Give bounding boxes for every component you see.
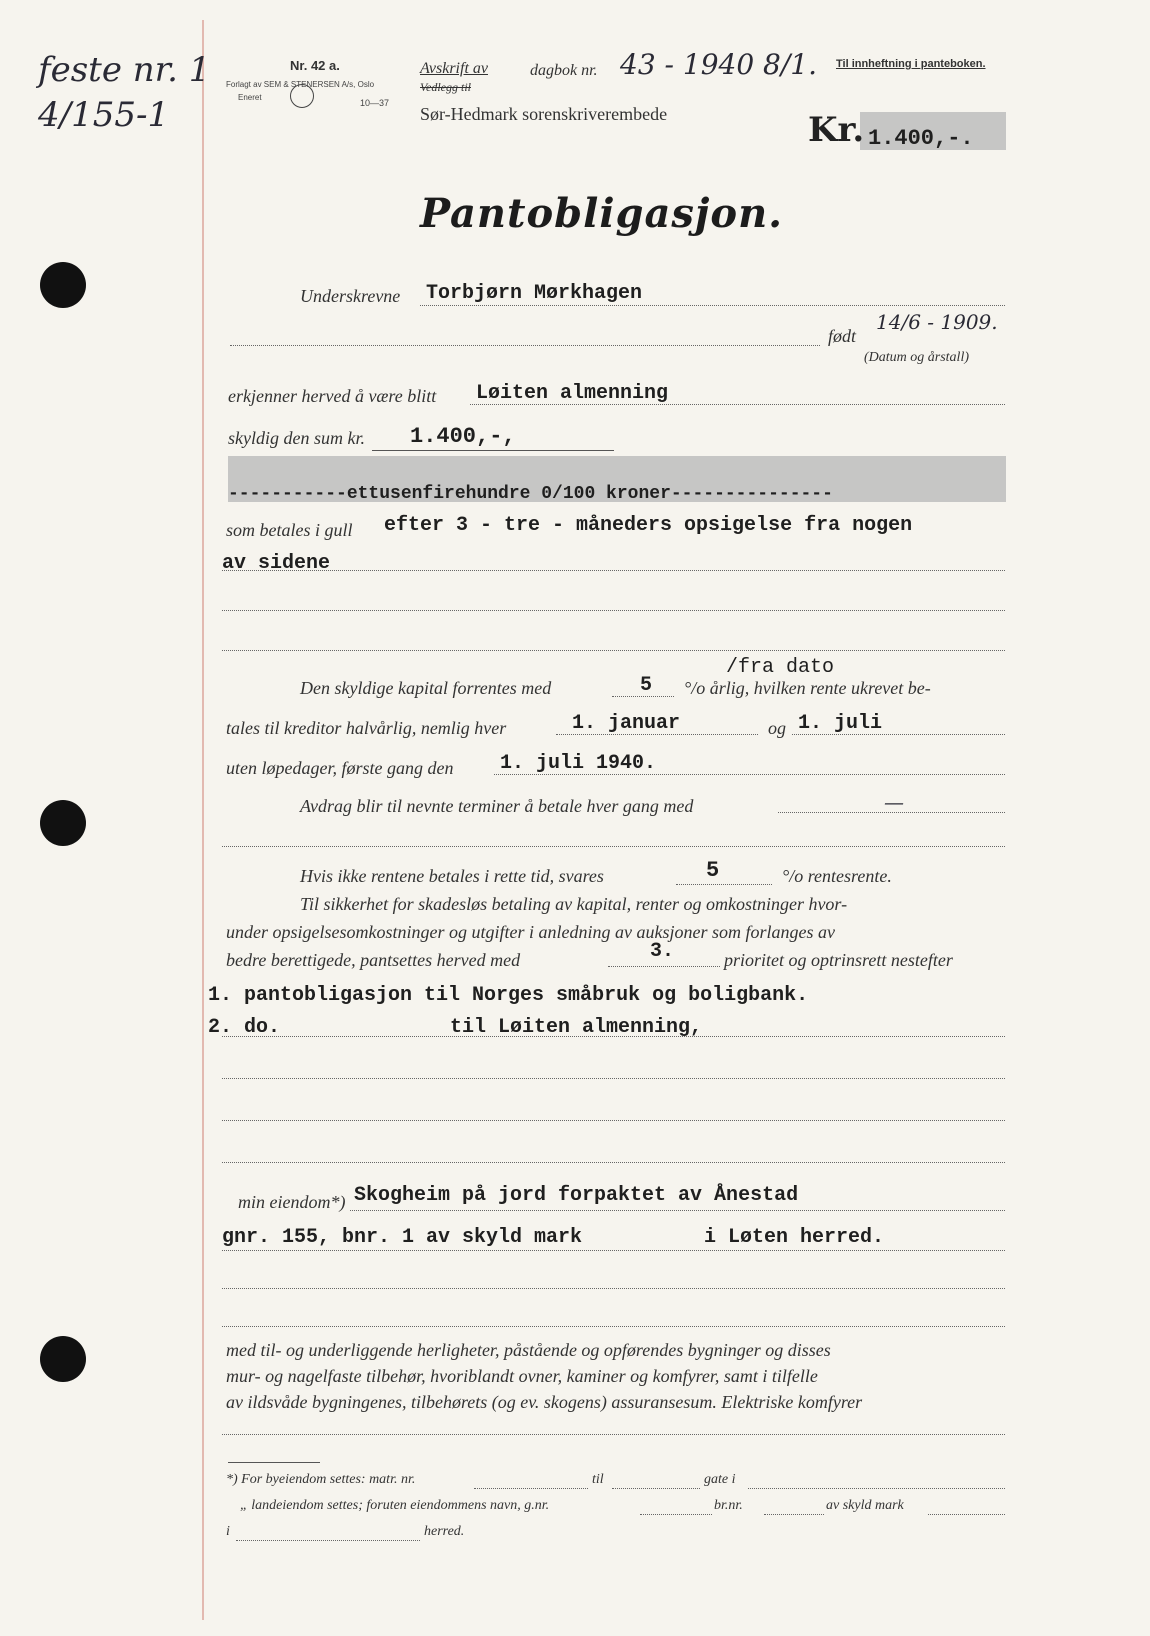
avskrift-label: Avskrift av [420,60,488,77]
undersk-line [420,305,1005,306]
margin-note-1: feste nr. 1 [38,50,211,90]
skyldig-line [372,450,614,451]
footnote-line-4 [640,1514,712,1515]
sikker-line-1: Til sikkerhet for skadesløs betaling av kapital, renter og omkostninger hvor- [300,894,848,914]
hvis-line [676,884,772,885]
footnote-2c: av skyld mark [826,1498,904,1513]
footnote-2a: „ landeiendom settes; foruten eiendommens navn, g.nr. [240,1498,550,1513]
footnote-line-1 [474,1488,588,1489]
prior-line-4 [222,1162,1005,1163]
office-stamp: Sør-Hedmark sorenskriverembede [420,104,668,124]
eiendom-label: min eiendom*) [238,1192,346,1212]
punch-hole-top [40,262,86,308]
eiendom-line-2 [222,1250,1005,1251]
avdrag-line-2 [222,846,1005,847]
dagbok-label: dagbok nr. [530,62,598,79]
kr-label: Kr. [808,110,865,150]
punch-hole-middle [40,800,86,846]
betales-line-2 [222,610,1005,611]
skyldig-label: skyldig den sum kr. [228,428,365,448]
kr-value: 1.400,-. [868,126,974,151]
hvis-label-2: °/o rentesrente. [782,866,892,886]
eiendom-value-1: Skogheim på jord forpaktet av Ånestad [354,1184,799,1207]
rente-line [612,696,674,697]
prior-line-1 [222,1036,1005,1037]
footnote-1a: *) For byeiendom settes: matr. nr. [226,1472,416,1487]
punch-hole-bottom [40,1336,86,1382]
halvaar-value-2: 1. juli [798,712,883,735]
document-title: Pantobligasjon. [420,190,784,237]
datum-note: (Datum og årstall) [864,350,969,365]
avdrag-label: Avdrag blir til nevnte terminer å betale hver gang med [300,796,694,816]
betales-value: efter 3 - tre - måneders opsigelse fra nogen [384,514,913,537]
fodt-value: 14/6 - 1909. [876,310,998,334]
footnote-line-2 [612,1488,700,1489]
eiendom-value-2: gnr. 155, bnr. 1 av skyld mark [222,1226,583,1249]
sikker-line-3a: bedre berettigede, pantsettes herved med [226,950,521,970]
avdrag-value: — [884,790,904,814]
erkjenner-value: Løiten almenning [476,382,669,405]
erkjenner-label: erkjenner herved å være blitt [228,386,437,406]
form-date: 10—37 [360,98,390,108]
lope-value: 1. juli 1940. [500,752,657,775]
hvis-value: 5 [706,858,720,883]
halvaar-line-1 [556,734,758,735]
rente-label-2: °/o årlig, hvilken rente ukrevet be- [684,678,931,698]
prioritet-line [608,966,720,967]
med-line-3: av ildsvåde bygningenes, tilbehørets (og ev. skogens) assuransesum. Elektriske komfyrer [226,1392,863,1412]
footnote-rule [228,1462,320,1463]
eneret-label: Eneret [238,93,262,102]
priority-2-do: 2. do. [208,1016,281,1039]
margin-note-2: 4/155-1 [38,95,170,135]
prioritet-value: 3. [650,940,675,963]
rente-value: 5 [640,674,653,697]
priority-2-text: til Løiten almenning, [450,1016,703,1039]
footnote-line-3 [748,1488,1005,1489]
crossed-word: Vedlegg til [420,80,471,94]
margin-line [202,20,204,1620]
sikker-line-3b: prioritet og optrinsrett nestefter [724,950,953,970]
sum-words: -----------ettusenfirehundre 0/100 kroner--------------- [228,484,833,504]
footnote-line-7 [236,1540,420,1541]
footnote-1c: gate i [704,1472,736,1487]
betales-line-1 [222,570,1005,571]
med-line-1: med til- og underliggende herligheter, påstående og opførendes bygninger og disses [226,1340,831,1360]
sikker-line-2: under opsigelsesomkostninger og utgifter i anledning av auksjoner som forlanges av [226,922,835,942]
footnote-2b: br.nr. [714,1498,743,1513]
halvaar-label: tales til kreditor halvårlig, nemlig hver [226,718,507,738]
footnote-3b: herred. [424,1524,465,1539]
form-number: Nr. 42 a. [290,58,340,73]
lope-line [494,774,1005,775]
prior-line-3 [222,1120,1005,1121]
betales-line-3 [222,650,1005,651]
dagbok-value: 43 - 1940 8/1. [620,48,818,81]
eiendom-value-3: i Løten herred. [704,1226,885,1249]
betales-value-2: av sidene [222,552,331,575]
footnote-line-6 [928,1514,1005,1515]
halvaar-line-2 [792,734,1005,735]
pantebok-note: Til innheftning i panteboken. [836,58,986,70]
undersk-label: Underskrevne [300,286,401,306]
priority-1: 1. pantobligasjon til Norges småbruk og boligbank. [208,984,809,1007]
footnote-line-5 [764,1514,824,1515]
halvaar-value-1: 1. januar [572,712,681,735]
rente-label-1: Den skyldige kapital forrentes med [300,678,552,698]
fodt-label: født [828,326,857,346]
publisher-line: Forlagt av SEM & STENERSEN A/s, Oslo [226,80,375,89]
med-line-2: mur- og nagelfaste tilbehør, hvoriblandt ovner, kaminer og komfyrer, samt i tilfelle [226,1366,818,1386]
publisher-logo [290,84,314,108]
betales-label: som betales i gull [226,520,353,540]
halvaar-og: og [768,718,786,738]
fodt-leader [230,345,820,346]
erkjenner-line [470,404,1005,405]
fra-dato: /fra dato [726,656,835,679]
undersk-value: Torbjørn Mørkhagen [426,282,643,305]
footnote-1b: til [592,1472,604,1487]
eiendom-line-3 [222,1288,1005,1289]
lope-label: uten løpedager, første gang den [226,758,454,778]
eiendom-line-1 [350,1210,1005,1211]
med-line-4 [222,1434,1005,1435]
skyldig-value: 1.400,-, [410,424,516,449]
prior-line-2 [222,1078,1005,1079]
eiendom-line-4 [222,1326,1005,1327]
footnote-3a: i [226,1524,230,1539]
hvis-label-1: Hvis ikke rentene betales i rette tid, svares [300,866,604,886]
